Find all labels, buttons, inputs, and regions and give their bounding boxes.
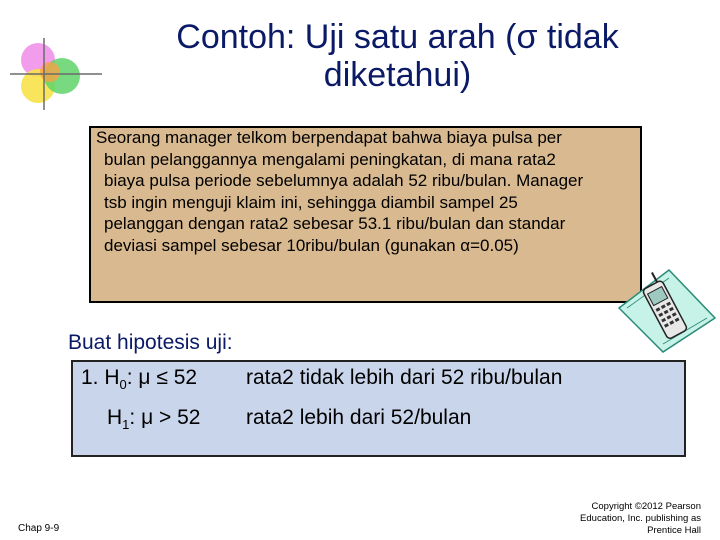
problem-line: pelanggan dengan rata2 sebesar 53.1 ribu/bulan dan standar	[104, 214, 566, 233]
problem-line: deviasi sampel sebesar 10ribu/bulan (gunakan α=0.05)	[104, 235, 519, 255]
hypothesis-heading: Buat hipotesis uji:	[68, 331, 233, 354]
problem-statement	[96, 127, 676, 256]
alternative-hypothesis: $H_1$: μ > 52	[107, 406, 201, 433]
null-hypothesis-description: rata2 tidak lebih dari 52 ribu/bulan	[246, 366, 563, 389]
problem-line: Seorang manager telkom berpendapat bahwa biaya pulsa per	[96, 128, 562, 147]
null-hypothesis: 1. $H_0$: μ ≤ 52	[81, 366, 198, 393]
alternative-hypothesis-description: rata2 lebih dari 52/bulan	[246, 406, 472, 429]
chapter-label: Chap 9-9	[18, 523, 60, 534]
copyright-notice: Copyright ©2012 Pearson Education, Inc. publishing as Prentice Hall	[580, 501, 701, 536]
problem-line: tsb ingin menguji klaim ini, sehingga diambil sampel 25	[104, 192, 518, 212]
problem-line: bulan pelanggannya mengalami peningkatan, di mana rata2	[104, 149, 556, 169]
slide-title: Contoh: Uji satu arah (σ tidak diketahui)	[176, 18, 619, 94]
mobile-phone-icon	[617, 268, 717, 354]
problem-line: biaya pulsa periode sebelumnya adalah 52 ribu/bulan. Manager	[104, 171, 584, 190]
colored-circles-logo-icon	[8, 38, 102, 110]
